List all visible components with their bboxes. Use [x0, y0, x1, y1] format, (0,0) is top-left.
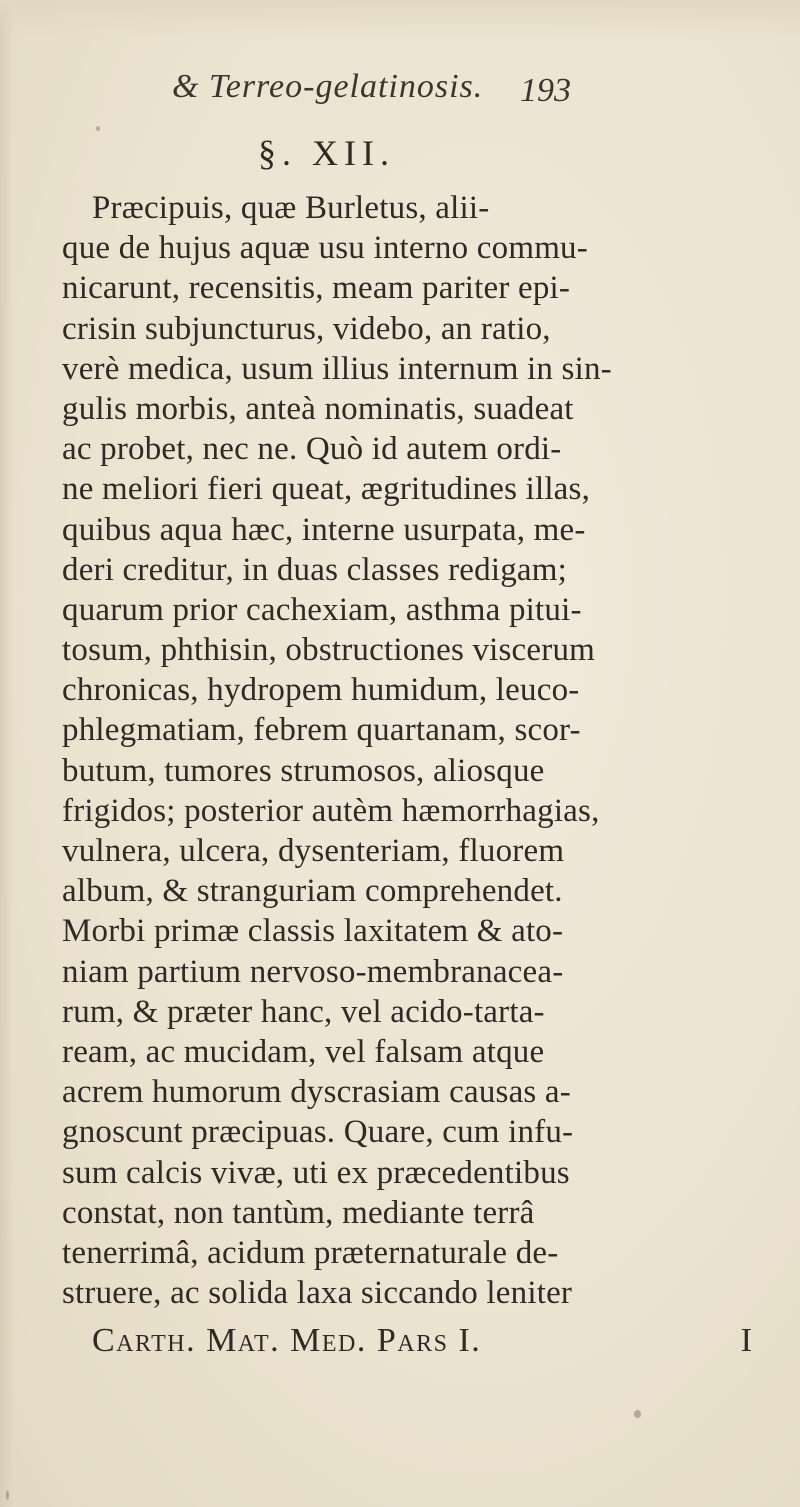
- text-line: struere, ac solida laxa siccando leniter: [62, 1275, 573, 1312]
- page-number: 193: [520, 72, 571, 109]
- text-line: nicarunt, recensitis, meam pariter epi-: [62, 270, 571, 307]
- text-line: sum calcis vivæ, uti ex præcedentibus: [62, 1154, 570, 1191]
- signature-mark: I: [740, 1322, 752, 1359]
- text-line: chronicas, hydropem humidum, leuco-: [62, 672, 580, 709]
- text-line: album, & stranguriam comprehendet.: [62, 873, 563, 910]
- paper-speck: [634, 1410, 641, 1418]
- text-line: ne meliori fieri queat, ægritudines illas,: [62, 471, 591, 508]
- text-line: deri creditur, in duas classes redigam;: [62, 551, 567, 588]
- text-line: ream, ac mucidam, vel falsam atque: [62, 1033, 545, 1070]
- text-line: verè medica, usum illius internum in sin-: [62, 350, 612, 387]
- paper-speck: [6, 1490, 9, 1500]
- signature-line: [92, 1322, 752, 1366]
- text-line: vulnera, ulcera, dysenteriam, fluorem: [62, 833, 565, 869]
- text-line: constat, non tantùm, mediante terrâ: [62, 1194, 535, 1231]
- text-line: quarum prior cachexiam, asthma pitui-: [62, 591, 582, 628]
- section-heading: §. XII.: [258, 133, 395, 173]
- text-line: niam partium nervoso-membranacea-: [62, 953, 564, 990]
- paper-speck: [96, 126, 100, 131]
- text-line: phlegmatiam, febrem quartanam, scor-: [62, 712, 581, 749]
- text-line: frigidos; posterior autèm hæmorrhagias,: [62, 792, 600, 829]
- text-line: butum, tumores strumosos, aliosque: [62, 752, 545, 789]
- text-line: gulis morbis, anteà nominatis, suadeat: [62, 390, 574, 427]
- body-text: [62, 188, 752, 1313]
- text-line: ac probet, nec ne. Quò id autem ordi-: [62, 431, 562, 468]
- text-line: quibus aqua hæc, interne usurpata, me-: [62, 511, 586, 548]
- text-line: gnoscunt præcipuas. Quare, cum infu-: [62, 1114, 574, 1151]
- running-head: [150, 68, 750, 118]
- text-line: tenerrimâ, acidum præternaturale de-: [62, 1234, 559, 1271]
- printer-signature: Carth. Mat. Med. Pars I.: [92, 1322, 482, 1359]
- text-line: Præcipuis, quæ Burletus, alii-: [92, 190, 490, 226]
- page-top-shadow: [0, 0, 800, 40]
- text-line: que de hujus aquæ usu interno commu-: [62, 230, 588, 267]
- running-title: & Terreo-gelatinosis.: [172, 68, 484, 105]
- text-line: tosum, phthisin, obstructiones viscerum: [62, 632, 596, 669]
- page-binding-shadow: [0, 0, 14, 1507]
- text-line: rum, & præter hanc, vel acido-tarta-: [62, 993, 545, 1030]
- text-line: acrem humorum dyscrasiam causas a-: [62, 1074, 571, 1111]
- text-line: Morbi primæ classis laxitatem & ato-: [62, 913, 564, 950]
- text-line: crisin subjuncturus, videbo, an ratio,: [62, 310, 551, 347]
